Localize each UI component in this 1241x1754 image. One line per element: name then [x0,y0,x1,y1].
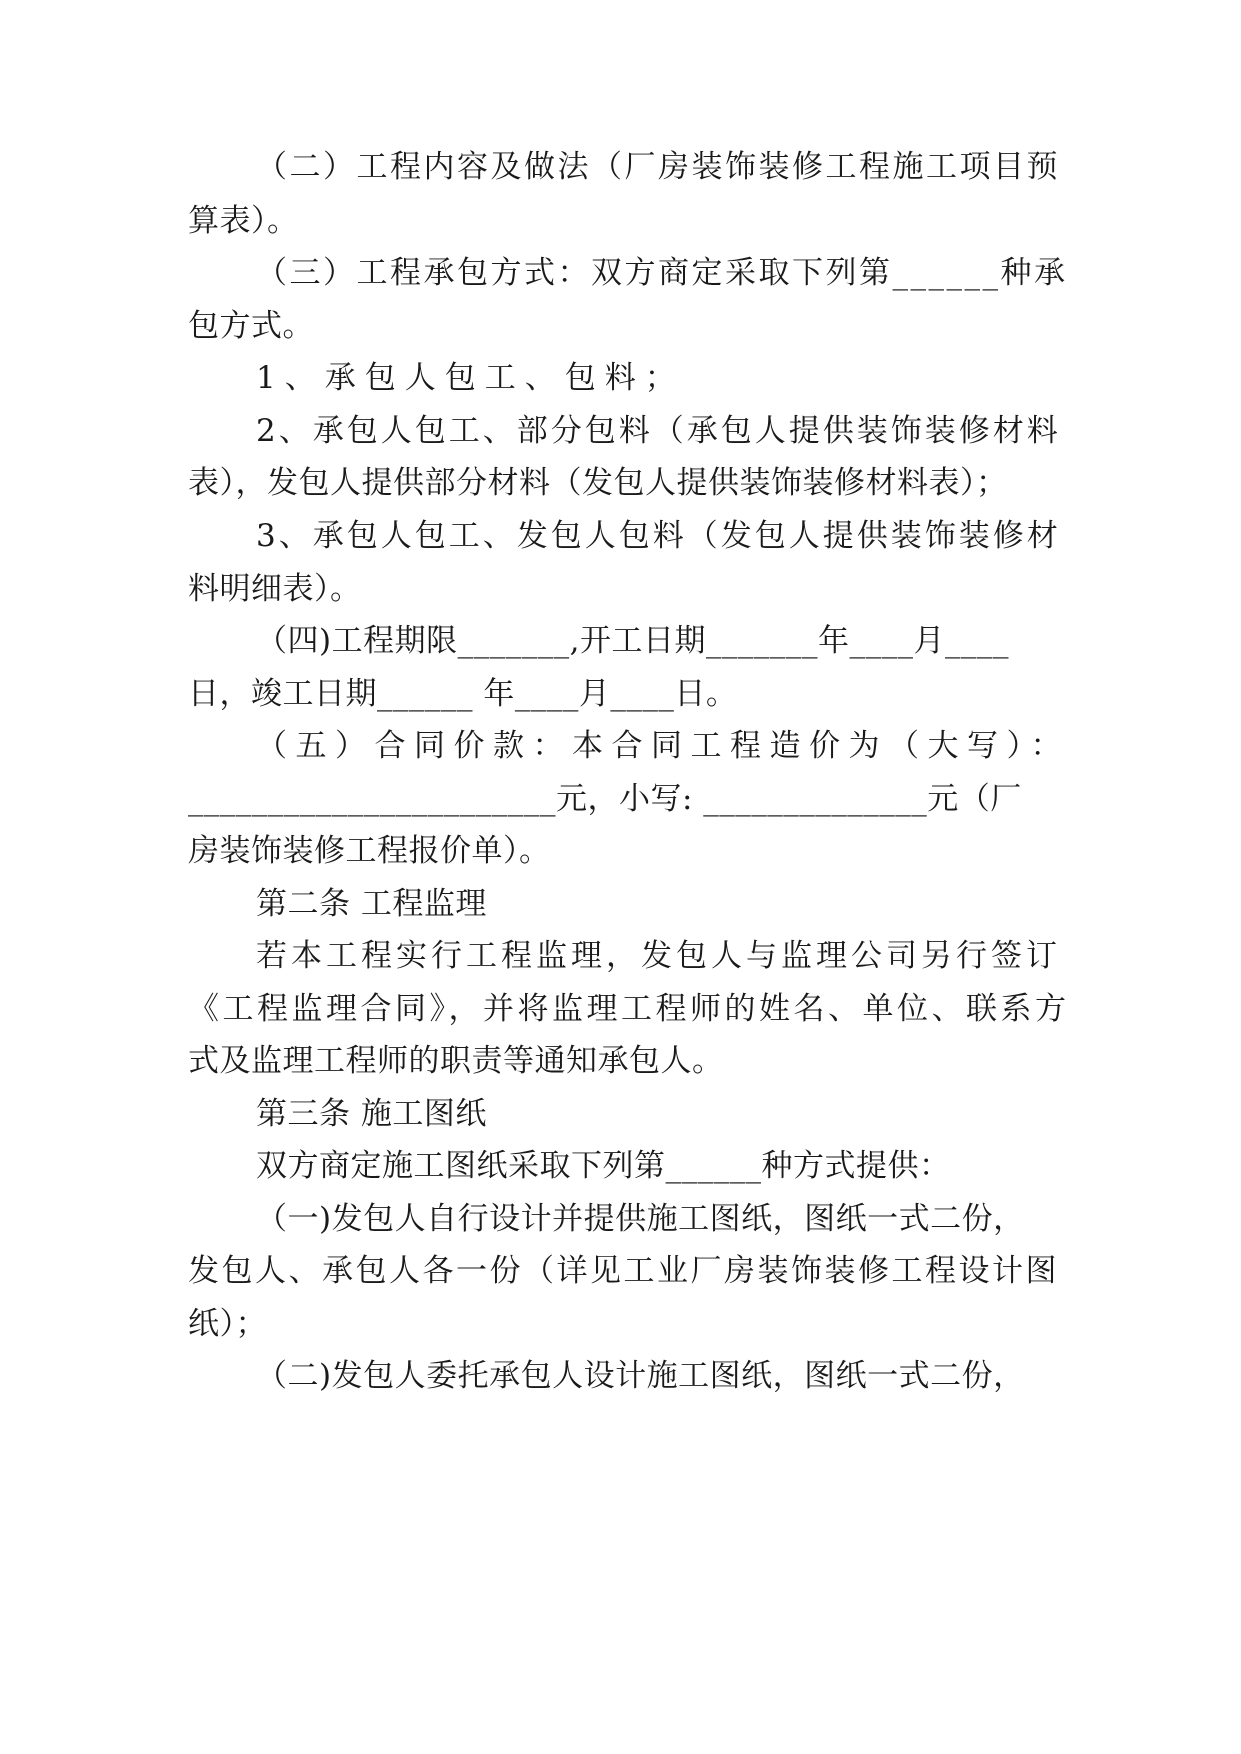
paragraph-line: _______________________元，小写: ______________元（厂 [188,781,1022,817]
paragraph-line: 发包人、承包人各一份（详见工业厂房装饰装修工程设计图 [188,1253,1059,1289]
section-heading: 第三条 施工图纸 [256,1096,487,1132]
paragraph-line: 表），发包人提供部分材料（发包人提供装饰装修材料表）； [188,465,1008,501]
paragraph-line: 双方商定施工图纸采取下列第______种方式提供： [256,1148,951,1184]
section-heading: 第二条 工程监理 [256,886,487,922]
paragraph-line: 日，竣工日期______ 年____月____日。 [188,676,738,712]
paragraph-line: 算表）。 [188,203,299,239]
paragraph-line: 若本工程实行工程监理，发包人与监理公司另行签订 [256,938,1061,974]
paragraph-line: （二)发包人委托承包人设计施工图纸，图纸一式二份， [256,1358,1025,1394]
paragraph-line: 房装饰装修工程报价单）。 [188,833,551,869]
paragraph-line: 料明细表）。 [188,571,362,607]
paragraph-line: （三）工程承包方式：双方商定采取下列第______种承 [256,255,1068,291]
paragraph-line: 纸）； [188,1306,267,1342]
paragraph-line: （一)发包人自行设计并提供施工图纸，图纸一式二份， [256,1201,1025,1237]
paragraph-line: 《工程监理合同》，并将监理工程师的姓名、单位、联系方 [188,991,1070,1027]
paragraph-line: （二）工程内容及做法（厂房装饰装修工程施工项目预 [256,149,1060,185]
paragraph-line: 包方式。 [188,308,314,344]
paragraph-line: 1、承包人包工、包料； [256,360,685,396]
paragraph-line: （五）合同价款：本合同工程造价为（大写）： [256,728,1070,764]
paragraph-line: 3、承包人包工、发包人包料（发包人提供装饰装修材 [256,518,1061,554]
paragraph-line: （四)工程期限_______,开工日期_______年____月____ [256,623,1009,659]
paragraph-line: 2、承包人包工、部分包料（承包人提供装饰装修材料 [256,413,1061,449]
paragraph-line: 式及监理工程师的职责等通知承包人。 [188,1043,724,1079]
